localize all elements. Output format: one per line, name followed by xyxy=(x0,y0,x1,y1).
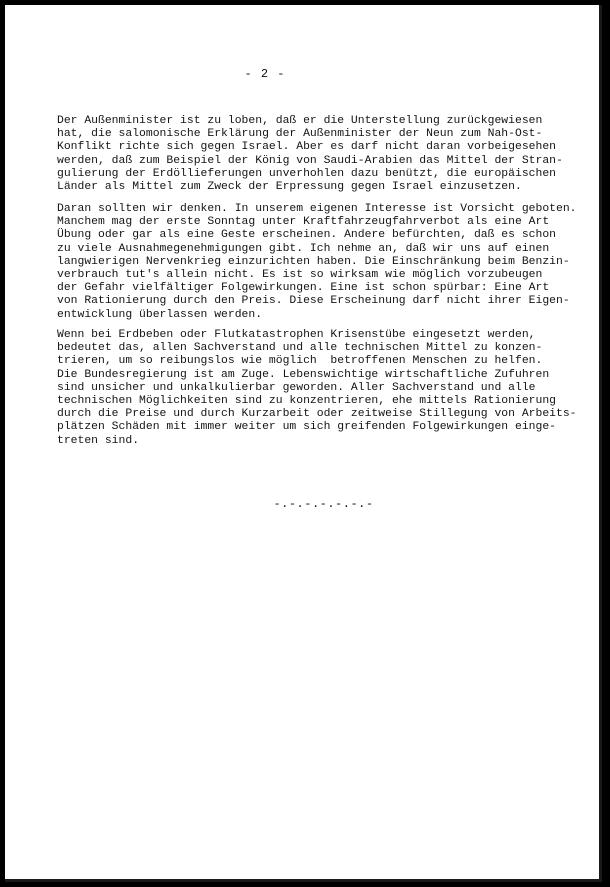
text-line: treten sind. xyxy=(57,434,140,447)
text-line: werden, daß zum Beispiel der König von Saudi-Arabien das Mittel der Stran- xyxy=(57,154,563,167)
text-line: Die Bundesregierung ist am Zuge. Lebenswichtige wirtschaftliche Zufuhren xyxy=(57,368,550,381)
text-line: Wenn bei Erdbeben oder Flutkatastrophen Krisenstübe eingesetzt werden, xyxy=(57,329,536,341)
paragraph-1 xyxy=(57,115,609,194)
text-line: der Gefahr vielfältiger Folgewirkungen. Eine ist schon spürbar: Eine Art xyxy=(57,282,550,295)
text-line: Übung oder gar als eine Geste erscheinen. Andere befürchten, daß es schon xyxy=(57,229,556,242)
end-mark: -.-.-.-.-.-.- xyxy=(273,497,374,511)
text-line: trieren, um so reibungslos wie möglich betroffenen Menschen zu helfen. xyxy=(57,355,543,368)
text-line: Der Außenminister ist zu loben, daß er die Unterstellung zurückgewiesen xyxy=(57,115,543,127)
paragraph-2 xyxy=(57,203,609,322)
text-line: plätzen Schäden mit immer weiter um sich greifenden Folgewirkungen einge- xyxy=(57,421,556,434)
text-line: sind unsicher und unkalkulierbar geworden. Aller Sachverstand und alle xyxy=(57,381,536,394)
text-line: von Rationierung durch den Preis. Diese Erscheinung darf nicht ihrer Eigen- xyxy=(57,295,570,308)
text-line: entwicklung überlassen werden. xyxy=(57,308,263,321)
text-line: bedeutet das, allen Sachverstand und alle technischen Mittel zu konzen- xyxy=(57,342,543,355)
text-line: hat, die salomonische Erklärung der Außenminister der Neun zum Nah-Ost- xyxy=(57,128,543,141)
text-line: Länder als Mittel zum Zweck der Erpressung gegen Israel einzusetzen. xyxy=(57,180,522,193)
text-line: zu viele Ausnahmegenehmigungen gibt. Ich nehme an, daß wir uns auf einen xyxy=(57,242,550,255)
text-line: Manchem mag der erste Sonntag unter Kraftfahrzeugfahrverbot als eine Art xyxy=(57,216,550,229)
page-number: - 2 - xyxy=(244,67,286,81)
document-page xyxy=(5,5,602,882)
text-line: Konflikt richte sich gegen Israel. Aber es darf nicht daran vorbeigesehen xyxy=(57,141,556,154)
text-line: langwierigen Nervenkrieg einzurichten haben. Die Einschränkung beim Benzin- xyxy=(57,255,570,268)
text-line: Daran sollten wir denken. In unserem eigenen Interesse ist Vorsicht geboten. xyxy=(57,203,577,215)
text-line: verbrauch tut's allein nicht. Es ist so wirksam wie möglich vorzubeugen xyxy=(57,268,543,281)
paragraph-3 xyxy=(57,329,609,448)
text-line: gulierung der Erdöllieferungen unverhohlen dazu benützt, die europäischen xyxy=(57,167,556,180)
text-line: durch die Preise und durch Kurzarbeit oder zeitweise Stillegung von Arbeits- xyxy=(57,408,577,421)
text-line: technischen Möglichkeiten sind zu konzentrieren, ehe mittels Rationierung xyxy=(57,394,556,407)
